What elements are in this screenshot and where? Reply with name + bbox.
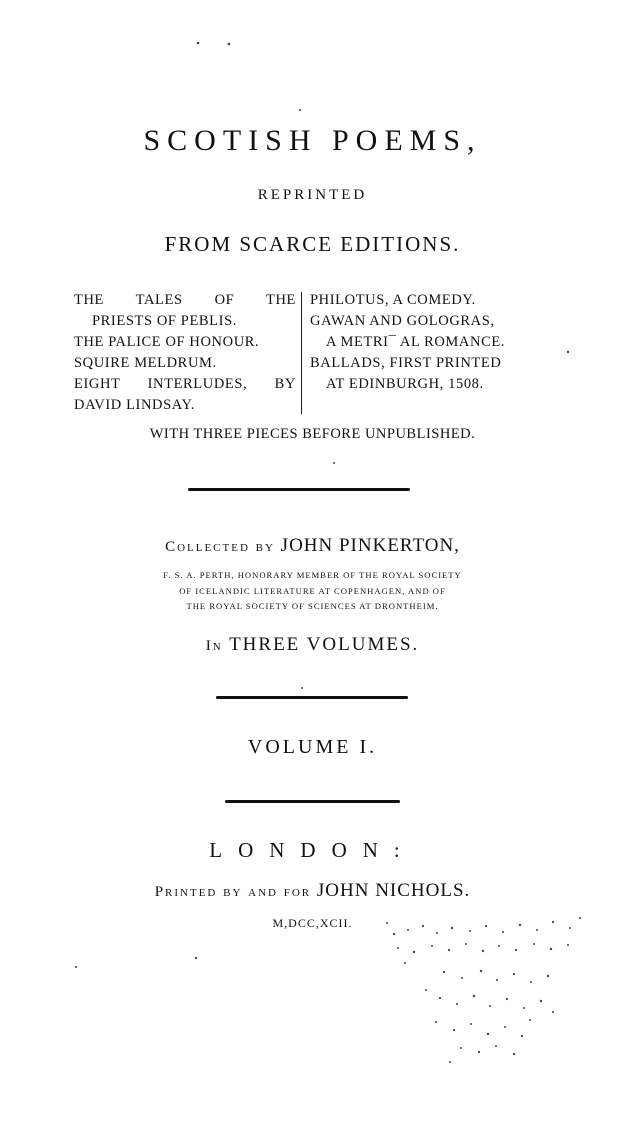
contents-line: PHILOTUS, A COMEDY.	[310, 292, 476, 308]
imprint-place: LONDON:	[209, 838, 416, 862]
contents-line: SQUIRE MELDRUM.	[74, 355, 217, 371]
imprint-date: M,DCC,XCII.	[272, 916, 353, 930]
editor-credential: F. S. A. PERTH, HONORARY MEMBER OF THE ROYAL SOCIETY	[163, 570, 462, 580]
printer-prefix: Printed by and for	[154, 884, 312, 900]
contents-line: A METRI¯ AL ROMANCE.	[326, 334, 506, 350]
volume-number: VOLUME I.	[247, 736, 378, 758]
volumes-text: THREE VOLUMES.	[229, 634, 420, 655]
contents-line: GAWAN AND GOLOGRAS,	[310, 313, 495, 329]
contents-line: THE PALICE OF HONOUR.	[74, 334, 260, 350]
editor-name: JOHN PINKERTON,	[280, 535, 460, 556]
book-title: SCOTISH POEMS,	[143, 124, 482, 157]
contents-line: PRIESTS OF PEBLIS.	[92, 313, 237, 329]
subtitle-reprinted: REPRINTED	[257, 187, 368, 203]
editor-credential: OF ICELANDIC LITERATURE AT COPENHAGEN, AND OF	[179, 586, 446, 596]
contents-line: THE TALES OF THE	[74, 292, 296, 308]
editor-credential: THE ROYAL SOCIETY OF SCIENCES AT DRONTHEIM.	[186, 601, 439, 611]
subtitle-scarce-editions: FROM SCARCE EDITIONS.	[164, 232, 461, 256]
contents-line: DAVID LINDSAY.	[74, 397, 195, 413]
contents-line: BALLADS, FIRST PRINTED	[310, 355, 502, 371]
unpublished-note: WITH THREE PIECES BEFORE UNPUBLISHED.	[149, 426, 476, 442]
collected-prefix: Collected by	[165, 539, 275, 555]
printer-name: JOHN NICHOLS.	[316, 880, 471, 901]
contents-line: EIGHT INTERLUDES, BY	[74, 376, 296, 392]
volumes-prefix: In	[205, 638, 223, 654]
contents-line: AT EDINBURGH, 1508.	[326, 376, 484, 392]
